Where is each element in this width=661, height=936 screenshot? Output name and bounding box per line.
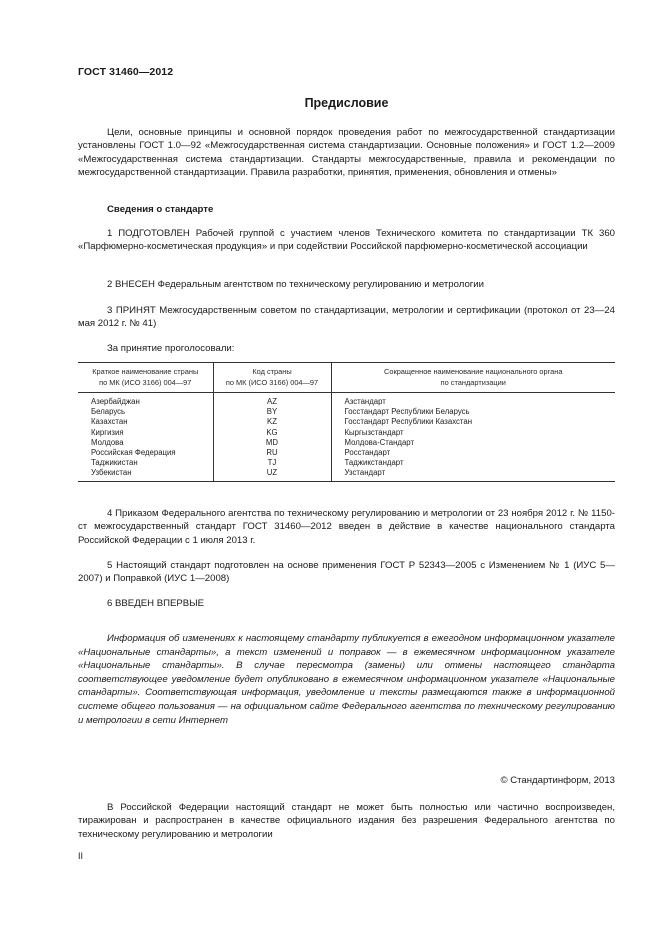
cell-body: Молдова-Стандарт xyxy=(331,438,615,448)
cell-code: AZ xyxy=(213,393,331,408)
reproduction-notice: В Российской Федерации настоящий стандарт не может быть полностью или частично воспроизведен, тиражирован и распространен в качестве официального издания без разрешения Федерального агентства по техническому регулированию и метрологии xyxy=(78,802,615,840)
cell-body: Госстандарт Республики Беларусь xyxy=(331,407,615,417)
item-1-paragraph: 1 ПОДГОТОВЛЕН Рабочей группой с участием членов Технического комитета по стандартизации ТК 360 «Парфюмерно-косметическая продукция» и при содействии Российской парфюмерно-косметической ассоциации xyxy=(78,228,615,253)
cell-country: Азербайджан xyxy=(91,397,140,406)
info-notice: Информация об изменениях к настоящему стандарту публикуется в ежегодном информационном указателе «Национальные стандарты», а текст изменений и поправок — в ежемесячном информационном указателе «Национальные стандарты». В случае пересмотра (замены) или отмены настоящего стандарта соответствующее уведомление будет опубликовано в ежемесячном информационном указателе «Национальные стандарты». Соответствующая информация, уведомление и тексты размещаются также в информационной системе общего пользования — на официальном сайте Федерального агентства по техническому регулированию и метрологии в сети Интернет xyxy=(78,633,615,726)
item-4-paragraph: 4 Приказом Федерального агентства по техническому регулированию и метрологии от 23 ноября 2012 г. № 1150-ст межгосударственный стандарт ГОСТ 31460—2012 введен в действие в качестве национального стандарта Российской Федерации с 1 июля 2013 г. xyxy=(78,508,615,546)
page-number: II xyxy=(78,851,84,861)
table-row xyxy=(78,438,615,448)
item-3-paragraph: 3 ПРИНЯТ Межгосударственным советом по стандартизации, метрологии и сертификации (протокол от 23—24 мая 2012 г. № 41) xyxy=(78,305,615,330)
table-row xyxy=(78,428,615,438)
cell-country: Беларусь xyxy=(91,407,126,417)
cell-body: Узстандарт xyxy=(331,468,615,481)
cell-body: Госстандарт Республики Казахстан xyxy=(331,417,615,427)
table-row xyxy=(78,468,615,481)
header-code-line2: по МК (ИСО 3166) 004—97 xyxy=(225,378,319,387)
copyright: © Стандартинформ, 2013 xyxy=(500,775,615,786)
header-country xyxy=(78,363,213,393)
cell-country: Российская Федерация xyxy=(91,448,176,458)
cell-code: TJ xyxy=(213,458,331,468)
header-code xyxy=(213,363,331,393)
section-heading: Сведения о стандарте xyxy=(107,204,214,215)
cell-code: MD xyxy=(213,438,331,448)
header-country-line2: по МК (ИСО 3166) 004—97 xyxy=(99,378,192,387)
header-body-line2: по стандартизации xyxy=(440,378,506,387)
table-row xyxy=(78,393,615,408)
cell-code: KG xyxy=(213,428,331,438)
cell-body: Азстандарт xyxy=(331,393,615,408)
cell-code: UZ xyxy=(213,468,331,481)
cell-country: Молдова xyxy=(91,437,124,447)
cell-country: Узбекистан xyxy=(78,468,213,481)
header-country-line1: Краткое наименование страны xyxy=(92,367,199,376)
document-header: ГОСТ 31460—2012 xyxy=(78,66,174,78)
header-body xyxy=(331,363,615,393)
cell-body: Кыргызстандарт xyxy=(331,428,615,438)
table-row xyxy=(78,448,615,458)
cell-body: Росстандарт xyxy=(331,448,615,458)
cell-country: Киргизия xyxy=(91,427,124,437)
header-code-line1: Код страны xyxy=(252,367,292,376)
cell-code: BY xyxy=(213,407,331,417)
table-row xyxy=(78,417,615,427)
cell-country: Казахстан xyxy=(91,417,128,427)
item-6-paragraph: 6 ВВЕДЕН ВПЕРВЫЕ xyxy=(107,598,205,609)
table-header-row xyxy=(78,363,615,393)
cell-code: RU xyxy=(213,448,331,458)
intro-paragraph: Цели, основные принципы и основной порядок проведения работ по межгосударственной стандартизации установлены ГОСТ 1.0—92 «Межгосударственная система стандартизации. Основные положения» и ГОСТ 1.2—2009 «Межгосударственная система стандартизации. Стандарты межгосударственные, правила и рекомендации по межгосударственной стандартизации. Правила разработки, принятия, применения, обновления и отмены» xyxy=(78,127,615,179)
item-5-paragraph: 5 Настоящий стандарт подготовлен на основе применения ГОСТ Р 52343—2005 с Изменением № 1 (ИУС 5—2007) и Поправкой (ИУС 1—2008) xyxy=(78,560,615,585)
cell-country: Таджикистан xyxy=(91,458,138,468)
cell-body: Таджикстандарт xyxy=(331,458,615,468)
cell-code: KZ xyxy=(213,417,331,427)
table-row xyxy=(78,407,615,417)
vote-label: За принятие проголосовали: xyxy=(107,343,235,354)
table-row xyxy=(78,458,615,468)
item-2-paragraph: 2 ВНЕСЕН Федеральным агентством по техническому регулированию и метрологии xyxy=(107,279,485,290)
member-states-table xyxy=(78,362,615,482)
page-title: Предисловие xyxy=(304,96,389,110)
header-body-line1: Сокращенное наименование национального органа xyxy=(384,367,563,376)
